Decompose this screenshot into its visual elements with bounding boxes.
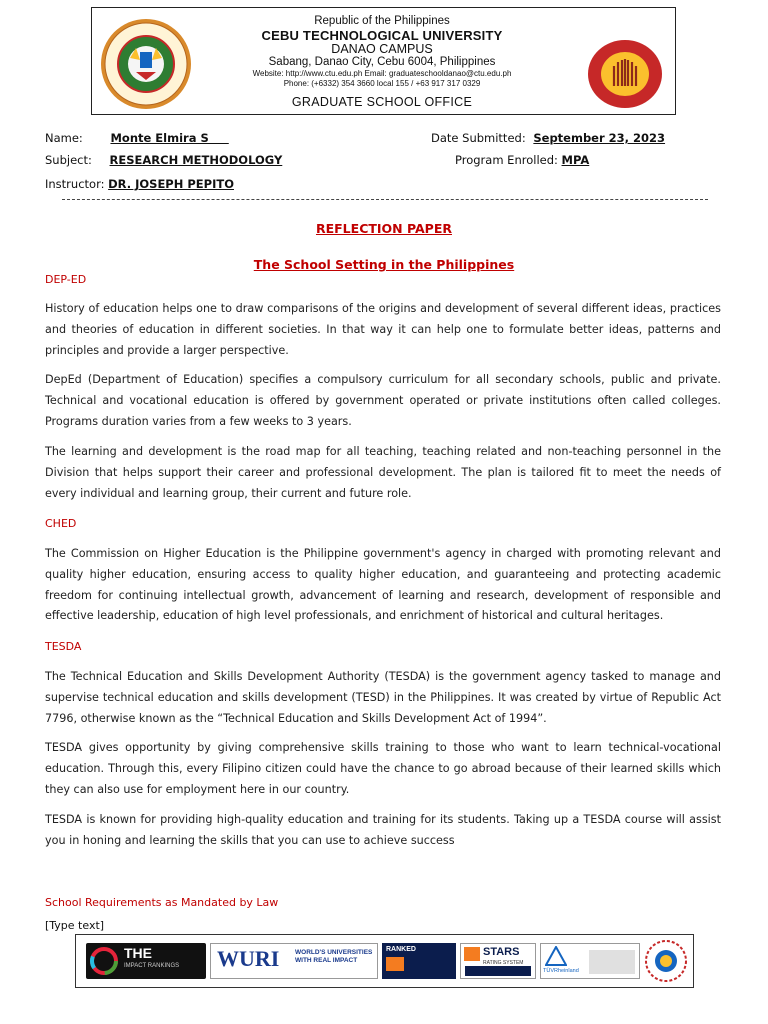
paragraph-4: The Commission on Higher Education is the Philippine government's agency in charged with promoting relevant and quality higher education, ensuring access to quality higher education, and guaranteeing and protecting academic freedom for continuing intellectual growth, advancement of learning and research, development of responsible and effective leadership, education of high level professionals, and enrichment of historical and cultural heritages. [45, 547, 721, 623]
tuv-label: TÜVRheinland [543, 968, 579, 974]
the-label: THE [124, 945, 152, 961]
paper-title: REFLECTION PAPER [315, 221, 452, 236]
wuri-label: WURI [217, 946, 280, 971]
paragraph-3: The learning and development is the road map for all teaching, teaching related and non-teaching personnel in the Division that helps support their career and professional development. The plan is tailored fit to meet the needs of every individual and learning group, their current and future role. [45, 445, 721, 500]
section-ched: CHED [45, 517, 77, 530]
stars-sub: RATING SYSTEM [483, 960, 524, 966]
tuv-badge [540, 943, 640, 979]
paper-subtitle: The School Setting in the Philippines [253, 257, 515, 272]
excellence-seal-icon [644, 939, 688, 983]
date-label: Date Submitted: [431, 131, 526, 145]
qs-stars-badge [460, 943, 536, 979]
program-value: MPA [561, 153, 590, 167]
qs-ranked-badge [382, 943, 456, 979]
paragraph-2: DepEd (Department of Education) specifies a compulsory curriculum for all secondary schools, public and private. Technical and vocational education is offered by government operated or private institutions often called colleges. Programs duration varies from a few weeks to 3 years. [45, 373, 721, 428]
tuv-triangle-icon [545, 946, 567, 966]
phone-line: Phone: (+6332) 354 3660 local 155 / +63 917 317 0329 [283, 79, 481, 88]
name-value: Monte Elmira S [110, 131, 229, 145]
stars-label: STARS [483, 946, 520, 958]
date-field [431, 131, 665, 145]
section-requirements: School Requirements as Mandated by Law [45, 896, 279, 909]
wuri-text: WORLD'S UNIVERSITIES WITH REAL IMPACT [295, 949, 373, 964]
ranked-label: RANKED [386, 946, 416, 953]
instructor-value: DR. JOSEPH PEPITO [108, 177, 234, 191]
ctu-seal-icon [100, 18, 192, 110]
wuri-badge [210, 943, 378, 979]
stars-rating-bar [465, 966, 531, 976]
university-name: CEBU TECHNOLOGICAL UNIVERSITY [261, 28, 503, 43]
instructor-field [45, 177, 234, 191]
program-label: Program Enrolled: [455, 153, 558, 167]
program-field [455, 153, 589, 167]
name-label: Name: [45, 131, 83, 145]
republic-line: Republic of the Philippines [314, 15, 450, 27]
the-impact-badge [86, 943, 206, 979]
iso-certificate-icon [589, 950, 635, 974]
subject-field [45, 153, 282, 167]
paragraph-1: History of education helps one to draw comparisons of the origins and development of several different ideas, practices and theories of education in different societies. In that way it can help one to formulate better ideas, patterns and principles and provide a larger perspective. [45, 302, 721, 357]
qs-stars-icon [464, 947, 480, 961]
type-text-placeholder: [Type text] [45, 919, 105, 932]
section-deped: DEP-ED [45, 273, 87, 286]
name-field [45, 131, 229, 145]
letterhead [91, 7, 676, 115]
qs-icon [386, 957, 404, 971]
website-line: Website: http://www.ctu.edu.ph Email: graduateschooldanao@ctu.edu.ph [252, 69, 512, 78]
paragraph-6: TESDA gives opportunity by giving comprehensive skills training to those who want to learn technical-vocational education. Through this, every Filipino citizen could have the chance to go abroad because of their learned skills which they can also use for employment here in our country. [45, 741, 721, 796]
accreditation-footer [75, 934, 694, 988]
address-line: Sabang, Danao City, Cebu 6004, Philippines [268, 56, 496, 68]
sdg-wheel-icon [90, 947, 118, 975]
subject-value: RESEARCH METHODOLOGY [109, 153, 283, 167]
section-tesda: TESDA [45, 640, 82, 653]
office-title: GRADUATE SCHOOL OFFICE [291, 95, 473, 109]
subject-label: Subject: [45, 153, 92, 167]
paragraph-5: The Technical Education and Skills Development Authority (TESDA) is the government agency tasked to manage and supervise technical education and skills development (TESD) in the Philippines. It was created by virtue of Republic Act 7796, otherwise known as the “Technical Education and Skills Development Act of 1994”. [45, 670, 721, 725]
paragraph-7: TESDA is known for providing high-quality education and training for its students. Taking up a TESDA course will assist you in honing and learning the skills that you can use to achieve success [45, 813, 721, 847]
campus-name: DANAO CAMPUS [331, 42, 433, 56]
impact-rankings-label: IMPACT RANKINGS [124, 963, 180, 969]
separator-line [62, 199, 708, 200]
instructor-label: Instructor: [45, 177, 105, 191]
date-value: September 23, 2023 [533, 131, 666, 145]
asean-logo-icon [587, 36, 663, 112]
